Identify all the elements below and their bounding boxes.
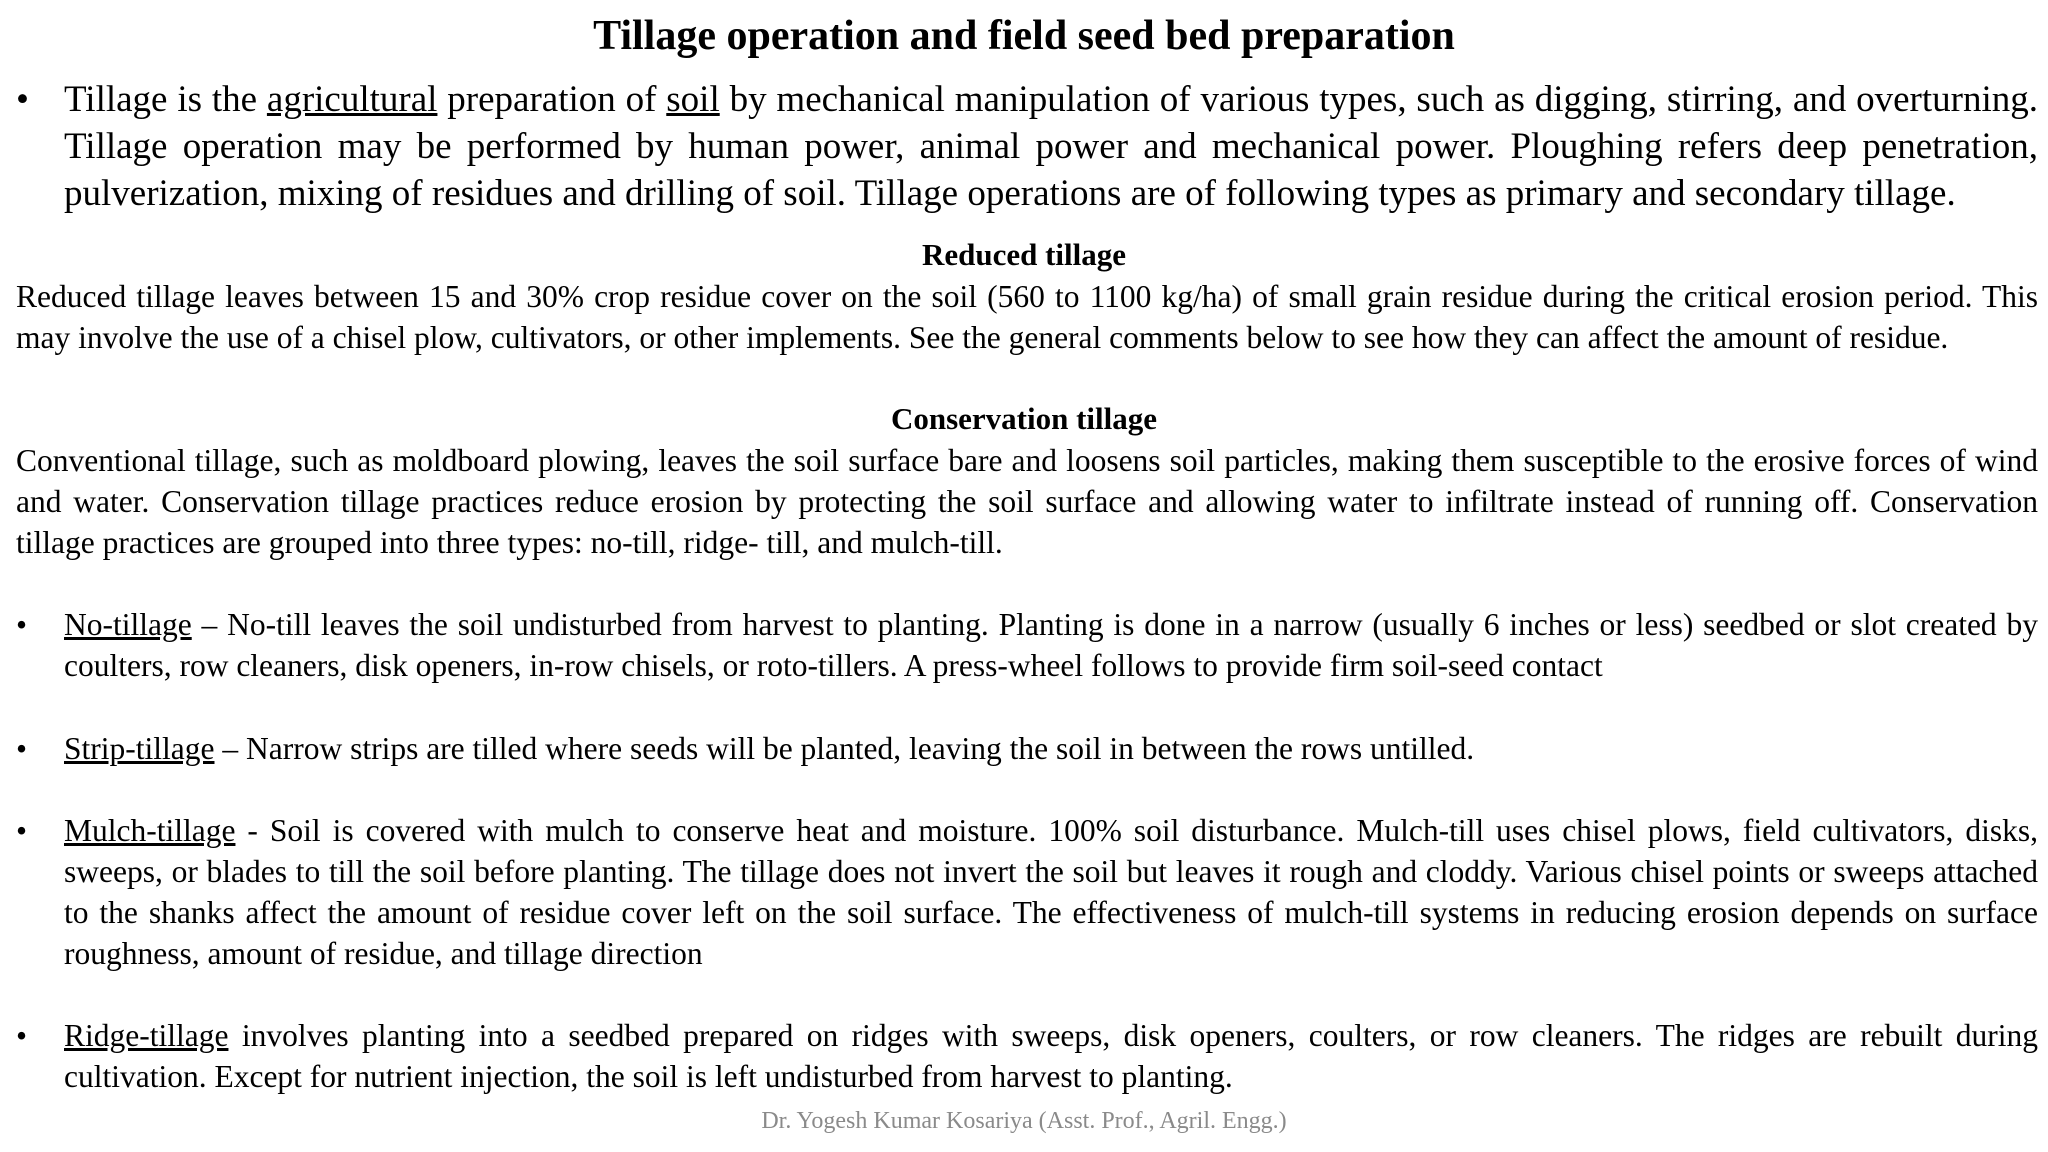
intro-text-part: Tillage is the [64, 79, 267, 120]
bullet-icon: • [16, 813, 28, 848]
ridge-tillage-description: involves planting into a seedbed prepared on ridges with sweeps, disk openers, coulters, or row cleaners. The ridges are rebuilt during cultivation. Except for nutrient injection, the soil is left undisturbed from harvest to planting. [64, 1018, 2038, 1094]
no-tillage-description: – No-till leaves the soil undisturbed from harvest to planting. Planting is done in a narrow (usually 6 inches or less) seedbed or slot created by coulters, row cleaners, disk openers, in-row chisels, or roto-tillers. A press-wheel follows to provide firm soil-seed contact [64, 607, 2038, 683]
slide-title: Tillage operation and field seed bed preparation [593, 13, 1455, 59]
strip-tillage-item [16, 728, 2038, 769]
intro-text-part: by mechanical manipulation of various types, such as digging, stirring, and overturning. Tillage operation may be performed by human power, animal power and mechanical power. Ploughing refers deep penetration, pulverization, mixing of residues and drilling of soil. Tillage operations are of following types as primary and secondary tillage. [64, 79, 2039, 214]
bullet-icon: • [16, 79, 29, 120]
no-tillage-term: No-tillage [64, 607, 192, 642]
bullet-icon: • [16, 731, 28, 766]
footer-author: Dr. Yogesh Kumar Kosariya (Asst. Prof., Agril. Engg.) [761, 1108, 1287, 1134]
ridge-tillage-term: Ridge-tillage [64, 1018, 229, 1053]
reduced-tillage-paragraph: Reduced tillage leaves between 15 and 30% crop residue cover on the soil (560 to 1100 kg/ha) of small grain residue during the critical erosion period. This may involve the use of a chisel plow, cultivators, or other implements. See the general comments below to see how they can affect the amount of residue. [16, 279, 2038, 355]
bullet-icon: • [16, 1018, 28, 1053]
mulch-tillage-term: Mulch-tillage [64, 813, 236, 848]
strip-tillage-term: Strip-tillage [64, 731, 215, 766]
intro-text-part: preparation of [437, 79, 667, 120]
mulch-tillage-description: - Soil is covered with mulch to conserve heat and moisture. 100% soil disturbance. Mulch-till uses chisel plows, field cultivators, disks, sweeps, or blades to till the soil before planting. The tillage does not invert the soil but leaves it rough and cloddy. Various chisel points or sweeps attached to the shanks affect the amount of residue cover left on the soil surface. The effectiveness of mulch-till systems in reducing erosion depends on surface roughness, amount of residue, and tillage direction [64, 813, 2038, 971]
conservation-tillage-paragraph: Conventional tillage, such as moldboard plowing, leaves the soil surface bare and loosens soil particles, making them susceptible to the erosive forces of wind and water. Conservation tillage practices reduce erosion by protecting the soil surface and allowing water to infiltrate instead of running off. Conservation tillage practices are grouped into three types: no-till, ridge- till, and mulch-till. [16, 443, 2038, 560]
agricultural-link[interactable]: agricultural [266, 79, 438, 120]
soil-link[interactable]: soil [666, 79, 720, 120]
conservation-tillage-heading: Conservation tillage [890, 401, 1158, 436]
intro-bullet [16, 76, 2038, 217]
strip-tillage-description: – Narrow strips are tilled where seeds will be planted, leaving the soil in between the rows untilled. [214, 731, 1475, 766]
reduced-tillage-heading: Reduced tillage [921, 237, 1127, 272]
intro-text [64, 76, 2038, 217]
bullet-icon: • [16, 607, 28, 642]
ridge-tillage-item [16, 1015, 2038, 1097]
mulch-tillage-item [16, 810, 2038, 974]
no-tillage-item [16, 604, 2038, 686]
